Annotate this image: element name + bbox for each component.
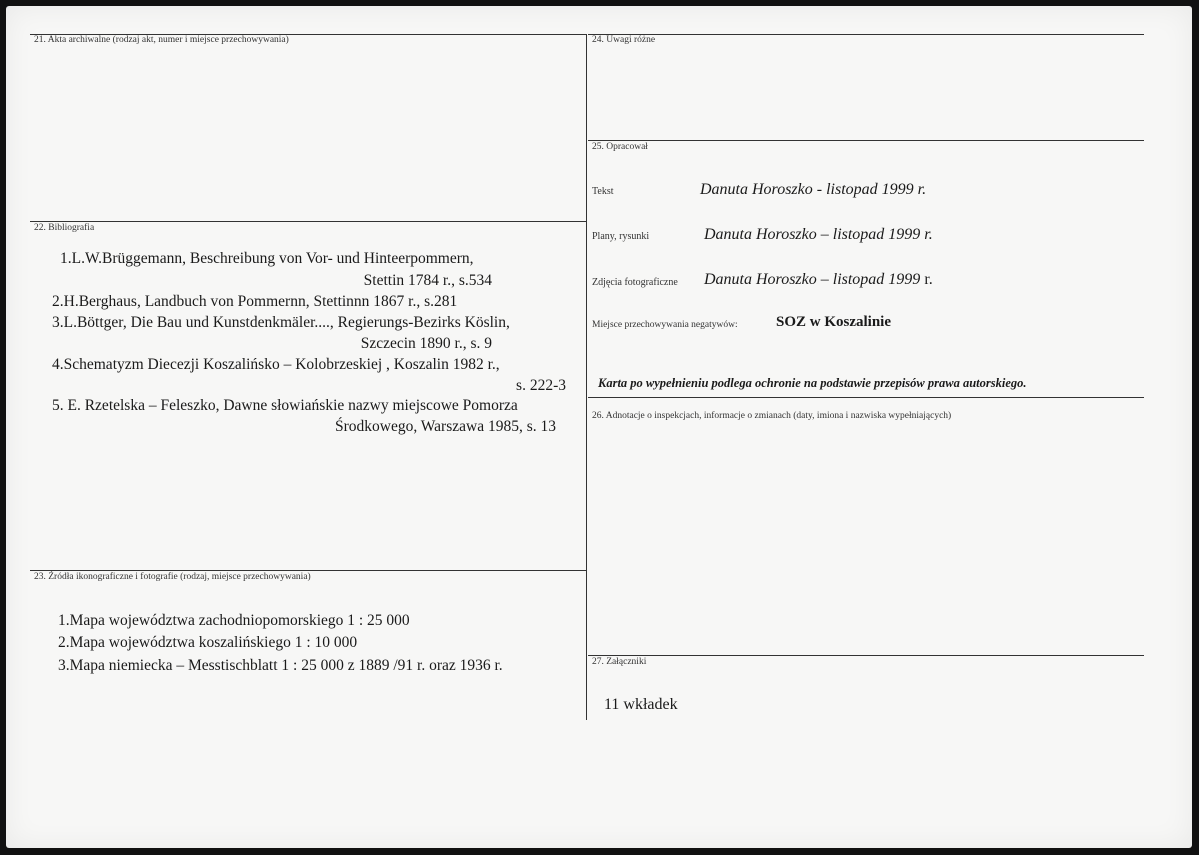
section-27-rule xyxy=(588,655,1144,656)
miejsce-label: Miejsce przechowywania negatywów: xyxy=(592,320,738,330)
section-23-rule xyxy=(30,570,586,571)
record-card-sheet xyxy=(6,6,1192,848)
section-22-label: 22. Bibliografia xyxy=(34,223,95,233)
zdjecia-value: Danuta Horoszko – listopad 1999 xyxy=(704,271,921,288)
section-27-label: 27. Załączniki xyxy=(592,657,647,667)
section-26-rule xyxy=(588,397,1144,398)
copyright-notice: Karta po wypełnieniu podlega ochronie na podstawie przepisów prawa autorskiego. xyxy=(598,376,1027,390)
bibliography-item-3-cont: Szczecin 1890 r., s. 9 xyxy=(360,335,492,352)
iconography-item-2: 2.Mapa województwa koszalińskiego 1 : 10 000 xyxy=(58,634,358,651)
attachments-value: 11 wkładek xyxy=(604,696,678,713)
bibliography-item-2: 2.H.Berghaus, Landbuch von Pommernn, Stettinnn 1867 r., s.281 xyxy=(52,293,458,310)
section-25-label: 25. Opracował xyxy=(592,142,648,152)
bibliography-item-1-cont: Stettin 1784 r., s.534 xyxy=(363,272,492,289)
tekst-value: Danuta Horoszko - listopad 1999 r. xyxy=(700,181,927,198)
bibliography-item-4-cont: s. 222-3 xyxy=(516,377,566,394)
section-23-label: 23. Źródła ikonograficzne i fotografie (rodzaj, miejsce przechowywania) xyxy=(34,572,311,582)
bibliography-item-3: 3.L.Böttger, Die Bau und Kunstdenkmäler...., Regierungs-Bezirks Köslin, xyxy=(52,314,510,331)
section-24-label: 24. Uwagi różne xyxy=(592,35,656,45)
bibliography-item-5: 5. E. Rzetelska – Feleszko, Dawne słowiańskie nazwy miejscowe Pomorza xyxy=(52,397,518,414)
zdjecia-suffix: r. xyxy=(920,271,933,288)
iconography-item-3: 3.Mapa niemiecka – Messtischblatt 1 : 25 000 z 1889 /91 r. oraz 1936 r. xyxy=(58,657,503,674)
iconography-item-1: 1.Mapa województwa zachodniopomorskiego 1 : 25 000 xyxy=(58,612,410,629)
top-rule-right xyxy=(588,34,1144,35)
section-25-rule xyxy=(588,140,1144,141)
miejsce-value: SOZ w Koszalinie xyxy=(776,314,892,330)
plany-value: Danuta Horoszko – listopad 1999 r. xyxy=(704,226,933,243)
plany-label: Plany, rysunki xyxy=(592,231,650,242)
zdjecia-label: Zdjęcia fotograficzne xyxy=(592,277,678,288)
section-22-rule xyxy=(30,221,586,222)
tekst-label: Tekst xyxy=(592,186,614,197)
zdjecia-value-line xyxy=(704,271,933,289)
section-21-label: 21. Akta archiwalne (rodzaj akt, numer i miejsce przechowywania) xyxy=(34,35,289,45)
bibliography-item-5-cont: Środkowego, Warszawa 1985, s. 13 xyxy=(334,418,556,435)
bibliography-item-1: 1.L.W.Brüggemann, Beschreibung von Vor- und Hinteerpommern, xyxy=(60,250,474,267)
column-divider xyxy=(586,34,587,720)
section-26-label: 26. Adnotacje o inspekcjach, informacje o zmianach (daty, imiona i nazwiska wypełniających) xyxy=(592,411,952,421)
bibliography-item-4: 4.Schematyzm Diecezji Koszalińsko – Kolobrzeskiej , Koszalin 1982 r., xyxy=(52,356,500,373)
